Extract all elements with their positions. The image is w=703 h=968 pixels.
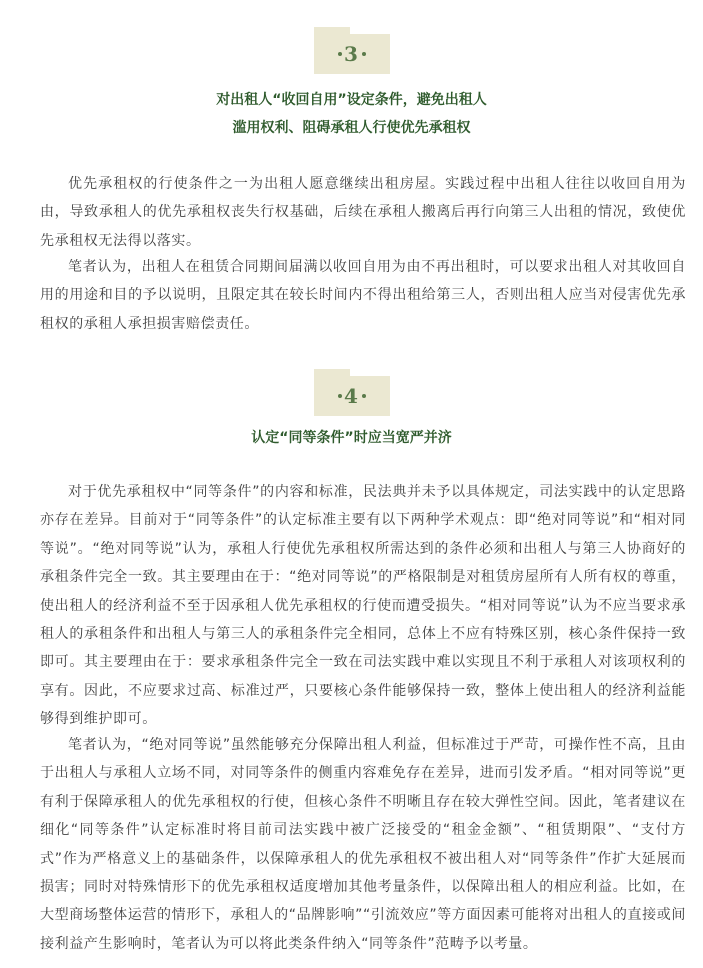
section-3-heading-line-2: 滥用权利、阻碍承租人行使优先承租权 xyxy=(232,120,471,136)
section-3-number: 3 xyxy=(344,42,360,66)
section-3-paragraph-1: 优先承租权的行使条件之一为出租人愿意继续出租房屋。实践过程中出租人往往以收回自用为由，导致承租人的优先承租权丧失行权基础，后续在承租人搬离后再行向第三人出租的情况，致使优先承租权无法得以落实。 xyxy=(40,176,686,249)
section-4-badge xyxy=(314,376,390,416)
section-3-heading-line-1: 对出租人“收回自用”设定条件，避免出租人 xyxy=(216,92,487,108)
section-4-paragraph-1: 对于优先承租权中“同等条件”的内容和标准，民法典并未予以具体规定，司法实践中的认定思路亦存在差异。目前对于“同等条件”的认定标准主要有以下两种学术观点：即“绝对同等说”和“相对同等说”。“绝对同等说”认为，承租人行使优先承租权所需达到的条件必须和出租人与第三人协商好的承租条件完全一致。其主要理由在于：“绝对同等说”的严格限制是对租赁房屋所有人所有权的尊重，使出租人的经济利益不至于因承租人优先承租权的行使而遭受损失。“相对同等说”认为不应当要求承租人的承租条件和出租人与第三人的承租条件完全相同，总体上不应有特殊区别，核心条件保持一致即可。其主要理由在于：要求承租条件完全一致在司法实践中难以实现且不利于承租人对该项权利的享有。因此，不应要求过高、标准过严，只要核心条件能够保持一致，整体上使出租人的经济利益能够得到维护即可。 xyxy=(40,484,686,728)
section-3-badge xyxy=(314,34,390,74)
section-4-paragraph-2: 笔者认为，“绝对同等说”虽然能够充分保障出租人利益，但标准过于严苛，可操作性不高，且由于出租人与承租人立场不同，对同等条件的侧重内容难免存在差异，进而引发矛盾。“相对同等说”更有利于保障承租人的优先承租权的行使，但核心条件不明晰且存在较大弹性空间。因此，笔者建议在细化“同等条件”认定标准时将目前司法实践中被广泛接受的“租金金额”、“租赁期限”、“支付方式”作为严格意义上的基础条件，以保障承租人的优先承租权不被出租人对“同等条件”作扩大延展而损害；同时对特殊情形下的优先承租权适度增加其他考量条件，以保障出租人的相应利益。比如，在大型商场整体运营的情形下，承租人的“品牌影响”“引流效应”等方面因素可能将对出租人的直接或间接利益产生影响时，笔者认为可以将此类条件纳入“同等条件”范畴予以考量。 xyxy=(40,737,686,952)
section-3-heading xyxy=(0,86,703,142)
section-4-heading xyxy=(0,424,703,452)
section-3-paragraph-2: 笔者认为，出租人在租赁合同期间届满以收回自用为由不再出租时，可以要求出租人对其收回自用的用途和目的予以说明，且限定其在较长时间内不得出租给第三人，否则出租人应当对侵害优先承租权的承租人承担损害赔偿责任。 xyxy=(40,259,686,332)
section-4-heading-line: 认定“同等条件”时应当宽严并济 xyxy=(251,430,452,446)
section-4-number: 4 xyxy=(344,384,360,408)
